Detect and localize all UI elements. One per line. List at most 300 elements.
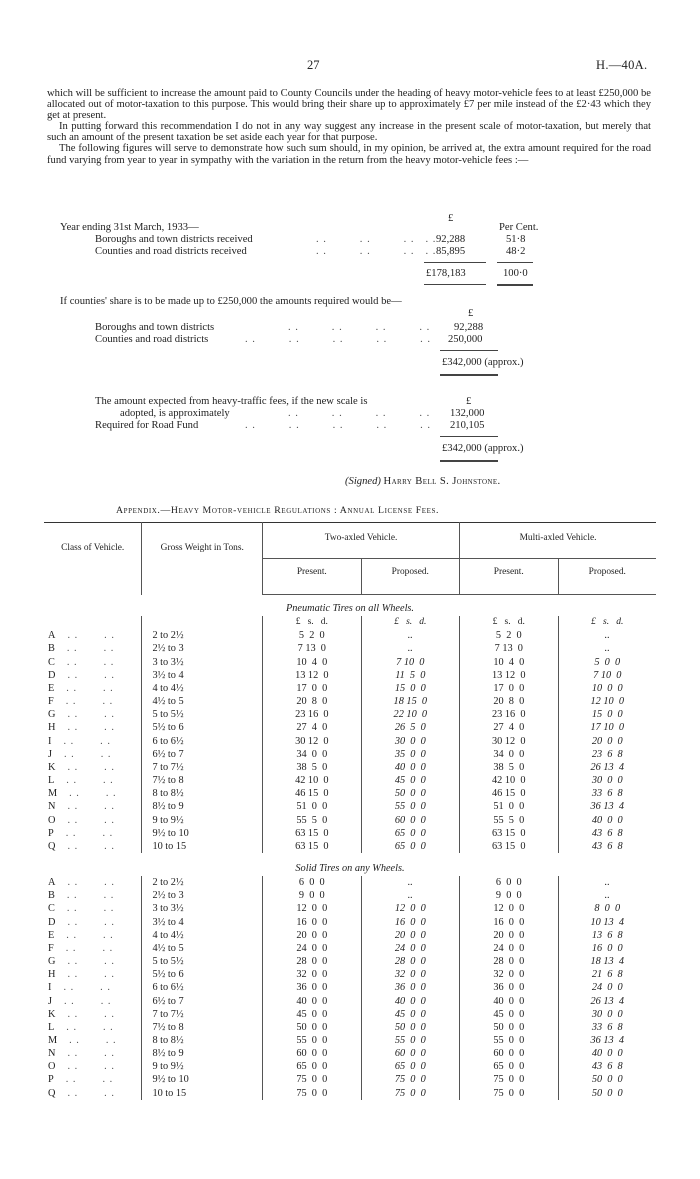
cell-multi-proposed: 50 0 0 [558,1073,656,1086]
leader-dots: . . [104,916,115,928]
cell-two-present: 51 0 0 [263,800,361,813]
cell-multi-present: 51 0 0 [460,800,558,813]
table-row [44,787,656,800]
cell-class: H . . . . [48,969,115,981]
cell-class: J . . . . [48,995,112,1007]
cell-two-proposed: 65 0 0 [361,827,459,840]
leader-dots: . . [66,929,78,941]
cell-multi-present: 50 0 0 [460,1021,558,1034]
cell-class: B . . . . [48,643,115,655]
leader-dots: . . [104,814,115,826]
cell-gross-weight: 2 to 2½ [142,876,263,889]
leader-dots: . . [67,722,79,734]
units-label: £ s. d. [263,616,361,629]
cell-class: L . . . . [48,1021,114,1033]
cell-multi-proposed: 40 0 0 [558,814,656,827]
cell-class: N . . . . [48,1048,115,1060]
cell-class: A . . . . [48,877,115,889]
table-row [44,656,656,669]
cell-class: K . . . . [48,761,115,773]
cell-two-proposed: 11 5 0 [361,669,459,682]
cell-two-present: 63 15 0 [263,840,361,853]
cell-gross-weight: 4½ to 5 [142,942,263,955]
cell-two-present: 30 12 0 [263,735,361,748]
leader-dots: . . [66,643,78,655]
cell-multi-proposed: 5 0 0 [558,656,656,669]
table-row [44,642,656,655]
units-label: £ s. d. [460,616,558,629]
cell-two-proposed: 16 0 0 [361,916,459,929]
cell-class: O . . . . [48,1061,115,1073]
cell-multi-present: 46 15 0 [460,787,558,800]
cell-two-present: 5 2 0 [263,629,361,642]
leader-dots: . . . . . . . . . . [245,334,432,345]
header-gross-weight: Gross Weight in Tons. [142,523,263,595]
cell-multi-present: 6 0 0 [460,876,558,889]
table-row [44,695,656,708]
cell-multi-present: 28 0 0 [460,955,558,968]
cell-multi-proposed: 15 0 0 [558,708,656,721]
sum-rule [440,350,498,351]
figures1-heading: Year ending 31st March, 1933— [60,222,199,233]
cell-gross-weight: 4 to 4½ [142,682,263,695]
total-rule [424,284,486,285]
cell-gross-weight: 6 to 6½ [142,735,263,748]
cell-multi-proposed: 33 6 8 [558,787,656,800]
leader-dots: . . [103,656,115,668]
cell-multi-present: 40 0 0 [460,995,558,1008]
cell-two-proposed: 55 0 0 [361,800,459,813]
cell-class: D . . . . [48,916,115,928]
leader-dots: . . [104,1061,115,1073]
cell-gross-weight: 9½ to 10 [142,1073,263,1086]
leader-dots: . . [67,956,79,968]
cell-multi-present: 75 0 0 [460,1087,558,1100]
leader-dots: . . [64,748,75,760]
leader-dots: . . [67,630,79,642]
cell-multi-proposed: 18 13 4 [558,955,656,968]
cell-two-present: 75 0 0 [263,1073,361,1086]
cell-multi-present: 60 0 0 [460,1047,558,1060]
leader-dots: . . [65,1074,77,1086]
figures1-money-col: £ [448,213,454,224]
leader-dots: . . [69,788,80,800]
leader-dots: . . [103,890,115,902]
cell-multi-present: 20 8 0 [460,695,558,708]
cell-multi-present: 55 0 0 [460,1034,558,1047]
header-present: Present. [263,559,361,595]
cell-gross-weight: 3½ to 4 [142,669,263,682]
cell-multi-proposed: 7 10 0 [558,669,656,682]
header-proposed: Proposed. [558,559,656,595]
leader-dots: . . [104,1087,115,1099]
section-header-row [44,853,656,876]
cell-gross-weight: 5 to 5½ [142,708,263,721]
signature [345,476,501,487]
signatory-name: Harry Bell S. Johnstone. [383,476,501,487]
page-number: 27 [307,58,320,72]
leader-dots: . . [67,669,79,681]
cell-multi-proposed: .. [558,629,656,642]
section-title: Solid Tires on any Wheels. [295,862,405,874]
cell-multi-present: 38 5 0 [460,761,558,774]
cell-two-proposed: 45 0 0 [361,1008,459,1021]
cell-two-present: 50 0 0 [263,1021,361,1034]
cell-two-present: 45 0 0 [263,1008,361,1021]
cell-multi-proposed: 16 0 0 [558,942,656,955]
leader-dots: . . [102,696,114,708]
cell-multi-present: 36 0 0 [460,981,558,994]
cell-two-proposed: 35 0 0 [361,748,459,761]
cell-two-present: 75 0 0 [263,1087,361,1100]
cell-multi-present: 9 0 0 [460,889,558,902]
table-body [44,595,656,1100]
leader-dots: . . [102,827,114,839]
cell-two-present: 16 0 0 [263,916,361,929]
leader-dots: . . [100,982,111,994]
leader-dots: . . [105,1035,117,1046]
total-rule [440,460,498,462]
cell-class: K . . . . [48,1008,115,1020]
table-row [44,1021,656,1034]
cell-two-present: 7 13 0 [263,642,361,655]
paragraph: The following figures will serve to demonstrate how such sum should, in my opinion, be arrived at, the extra amount required for the road fund varying from year to year in sympathy with the variation in the return from the heavy motor-vehicle fees :— [47,143,651,166]
figures3-line: Required for Road Fund [95,420,199,431]
leader-dots: . . [67,840,79,852]
cell-multi-present: 65 0 0 [460,1060,558,1073]
cell-two-proposed: 28 0 0 [361,955,459,968]
cell-gross-weight: 8 to 8½ [142,787,263,800]
cell-two-present: 10 4 0 [263,656,361,669]
cell-two-present: 28 0 0 [263,955,361,968]
cell-two-proposed: .. [361,642,459,655]
leader-dots: . . [104,956,115,968]
leader-dots: . . [104,1048,115,1060]
sum-rule [440,436,498,437]
units-label: £ s. d. [361,616,459,629]
cell-multi-present: 32 0 0 [460,968,558,981]
figures2-row-amount: 92,288 [454,322,484,333]
cell-two-proposed: 40 0 0 [361,995,459,1008]
leader-dots: . . [67,916,79,928]
table-row [44,748,656,761]
table-row [44,968,656,981]
cell-class: M . . . . [48,1035,117,1046]
cell-multi-proposed: .. [558,876,656,889]
figures2-total: £342,000 (approx.) [442,357,524,368]
cell-class: L . . . . [48,775,114,787]
leader-dots: . . [102,942,114,954]
cell-gross-weight: 6½ to 7 [142,748,263,761]
sum-rule [424,262,486,263]
cell-class: O . . . . [48,814,115,826]
cell-two-proposed: 75 0 0 [361,1087,459,1100]
cell-multi-present: 63 15 0 [460,840,558,853]
cell-multi-proposed: 33 6 8 [558,1021,656,1034]
figures2-row-label: Boroughs and town districts [95,322,215,333]
cell-multi-proposed: 30 0 0 [558,1008,656,1021]
cell-gross-weight: 3½ to 4 [142,916,263,929]
table-row [44,916,656,929]
cell-class: C . . . . [48,656,115,668]
body-text [47,88,651,166]
cell-multi-present: 42 10 0 [460,774,558,787]
leader-dots: . . [104,1008,115,1020]
leader-dots: . . [65,942,77,954]
leader-dots: . . . . . . . . [288,322,431,333]
cell-two-present: 12 0 0 [263,902,361,915]
cell-multi-proposed: 50 0 0 [558,1087,656,1100]
cell-multi-present: 5 2 0 [460,629,558,642]
cell-two-proposed: 65 0 0 [361,840,459,853]
leader-dots: . . [100,748,112,760]
cell-two-present: 38 5 0 [263,761,361,774]
cell-multi-proposed: 24 0 0 [558,981,656,994]
cell-multi-present: 34 0 0 [460,748,558,761]
leader-dots: . . . . . . . . . . [245,420,432,431]
cell-gross-weight: 2½ to 3 [142,889,263,902]
section-header-row [44,595,656,617]
cell-two-proposed: 75 0 0 [361,1073,459,1086]
table-row [44,761,656,774]
figures1-row-label: Boroughs and town districts received [95,234,253,245]
cell-two-present: 20 8 0 [263,695,361,708]
table-row [44,1034,656,1047]
table-row [44,735,656,748]
cell-class: A . . . . [48,630,115,642]
paragraph: which will be sufficient to increase the amount paid to County Councils under the heading of heavy motor-vehicle fees to at least £250,000 be allocated out of motor-taxation to this purpose. This would bring their share up to approximately £7 per mile instead of the £2·43 which they get at present. [47,88,651,122]
cell-multi-proposed: 23 6 8 [558,748,656,761]
cell-class: I . . . . [48,982,111,994]
cell-two-proposed: 24 0 0 [361,942,459,955]
cell-multi-proposed: 36 13 4 [558,800,656,813]
table-row [44,669,656,682]
header-class: Class of Vehicle. [61,543,125,553]
cell-class: P . . . . [48,1074,114,1086]
cell-gross-weight: 2 to 2½ [142,629,263,642]
table-row [44,774,656,787]
leader-dots: . . [105,788,117,800]
document-reference: H.—40A. [596,58,648,72]
table-row [44,682,656,695]
figures1-total-pct: 100·0 [503,268,528,279]
cell-two-present: 23 16 0 [263,708,361,721]
leader-dots: . . [103,643,115,655]
cell-two-present: 40 0 0 [263,995,361,1008]
page-header [0,58,700,76]
cell-multi-proposed: 12 10 0 [558,695,656,708]
section-title: Pneumatic Tires on all Wheels. [285,603,415,614]
cell-two-proposed: 18 15 0 [361,695,459,708]
cell-gross-weight: 8 to 8½ [142,1034,263,1047]
header-multi-axled: Multi-axled Vehicle. [460,523,656,559]
cell-gross-weight: 7½ to 8 [142,1021,263,1034]
cell-multi-proposed: 26 13 4 [558,995,656,1008]
cell-class: M . . . . [48,788,117,800]
figures1-row-amount: 85,895 [436,246,466,257]
cell-two-proposed: 50 0 0 [361,1021,459,1034]
cell-two-proposed: 55 0 0 [361,1034,459,1047]
cell-two-present: 9 0 0 [263,889,361,902]
cell-class: E . . . . [48,682,114,694]
cell-multi-proposed: 21 6 8 [558,968,656,981]
figures2-money-col: £ [468,308,474,319]
signed-label: (Signed) [345,476,381,487]
cell-multi-present: 17 0 0 [460,682,558,695]
cell-gross-weight: 6 to 6½ [142,981,263,994]
cell-class: N . . . . [48,801,115,813]
cell-two-proposed: 50 0 0 [361,787,459,800]
cell-multi-proposed: 40 0 0 [558,1047,656,1060]
cell-two-proposed: 26 5 0 [361,721,459,734]
cell-gross-weight: 7½ to 8 [142,774,263,787]
cell-multi-proposed: 43 6 8 [558,1060,656,1073]
table-row [44,1047,656,1060]
cell-multi-present: 20 0 0 [460,929,558,942]
cell-multi-proposed: 36 13 4 [558,1034,656,1047]
cell-multi-present: 16 0 0 [460,916,558,929]
cell-class: Q . . . . [48,840,115,852]
figures1-row-pct: 48·2 [506,246,526,257]
cell-multi-present: 30 12 0 [460,735,558,748]
leader-dots: . . [66,903,78,915]
leader-dots: . . [100,995,112,1007]
cell-multi-proposed: 43 6 8 [558,840,656,853]
cell-multi-present: 63 15 0 [460,827,558,840]
figures3-line: adopted, is approximately [120,408,230,419]
cell-gross-weight: 4½ to 5 [142,695,263,708]
leader-dots: . . . . . . . . [288,408,431,419]
table-row [44,995,656,1008]
leader-dots: . . [67,761,79,773]
table-row [44,942,656,955]
leader-dots: . . [104,630,115,642]
cell-gross-weight: 8½ to 9 [142,800,263,813]
table-row [44,929,656,942]
leader-dots: . . [103,929,114,941]
leader-dots: . . [104,877,115,889]
cell-multi-proposed: .. [558,889,656,902]
cell-gross-weight: 3 to 3½ [142,656,263,669]
leader-dots: . . [67,969,79,981]
leader-dots: . . [103,775,114,787]
leader-dots: . . [64,995,75,1007]
leader-dots: . . [104,669,115,681]
figures1-pct-col: Per Cent. [499,222,539,233]
leader-dots: . . [65,827,77,839]
cell-two-present: 55 5 0 [263,814,361,827]
figures3-line: The amount expected from heavy-traffic fees, if the new scale is [95,396,368,407]
figures1-row-amount: 92,288 [436,234,466,245]
cell-multi-present: 12 0 0 [460,902,558,915]
leader-dots: . . [63,735,75,747]
cell-two-proposed: .. [361,889,459,902]
cell-two-proposed: 40 0 0 [361,761,459,774]
leader-dots: . . [104,840,115,852]
cell-two-proposed: 20 0 0 [361,929,459,942]
cell-class: B . . . . [48,890,115,902]
cell-multi-present: 24 0 0 [460,942,558,955]
leader-dots: . . [67,801,79,813]
cell-multi-proposed: 10 0 0 [558,682,656,695]
cell-class: P . . . . [48,827,114,839]
cell-class: D . . . . [48,669,115,681]
cell-multi-present: 45 0 0 [460,1008,558,1021]
leader-dots: . . [66,656,78,668]
figures1-total: £178,183 [426,268,466,279]
figures1-row-pct: 51·8 [506,234,526,245]
total-rule [440,374,498,376]
leader-dots: . . [103,682,114,694]
cell-two-present: 65 0 0 [263,1060,361,1073]
cell-two-present: 46 15 0 [263,787,361,800]
leader-dots: . . . . . . . . [316,246,437,257]
appendix-title: Appendix.—Heavy Motor-vehicle Regulations : Annual License Fees. [116,505,440,516]
leader-dots: . . [104,801,115,813]
cell-two-present: 6 0 0 [263,876,361,889]
figures3-total: £342,000 (approx.) [442,443,524,454]
cell-gross-weight: 5½ to 6 [142,968,263,981]
leader-dots: . . [67,1048,79,1060]
cell-multi-proposed: 26 13 4 [558,761,656,774]
leader-dots: . . . . . . . . [316,234,437,245]
table-row [44,902,656,915]
leader-dots: . . [104,761,115,773]
cell-multi-present: 10 4 0 [460,656,558,669]
cell-multi-proposed: 43 6 8 [558,827,656,840]
leader-dots: . . [104,722,115,734]
cell-class: Q . . . . [48,1087,115,1099]
cell-two-proposed: 60 0 0 [361,1047,459,1060]
header-proposed: Proposed. [361,559,459,595]
leader-dots: . . [100,735,111,747]
leader-dots: . . [65,696,77,708]
cell-gross-weight: 9 to 9½ [142,814,263,827]
cell-two-proposed: 12 0 0 [361,902,459,915]
cell-two-proposed: .. [361,629,459,642]
cell-gross-weight: 7 to 7½ [142,761,263,774]
leader-dots: . . [102,1074,114,1086]
cell-class: G . . . . [48,956,115,968]
figures3-money-col: £ [466,396,472,407]
cell-gross-weight: 4 to 4½ [142,929,263,942]
leader-dots: . . [67,1087,79,1099]
total-rule [497,284,533,286]
cell-two-proposed: 30 0 0 [361,735,459,748]
cell-two-present: 20 0 0 [263,929,361,942]
leader-dots: . . [66,682,78,694]
table-row [44,840,656,853]
cell-two-proposed: 36 0 0 [361,981,459,994]
leader-dots: . . [67,709,79,721]
cell-multi-present: 13 12 0 [460,669,558,682]
table-row [44,814,656,827]
cell-gross-weight: 3 to 3½ [142,902,263,915]
leader-dots: . . [67,814,79,826]
table-row [44,1060,656,1073]
leader-dots: . . [103,903,115,915]
cell-multi-proposed: 20 0 0 [558,735,656,748]
table-row [44,876,656,889]
license-fees-table [44,522,656,1100]
leader-dots: . . [69,1035,80,1046]
cell-class: I . . . . [48,735,111,747]
table-row [44,889,656,902]
cell-two-present: 17 0 0 [263,682,361,695]
table-row [44,1087,656,1100]
cell-two-proposed: 60 0 0 [361,814,459,827]
table-row [44,827,656,840]
